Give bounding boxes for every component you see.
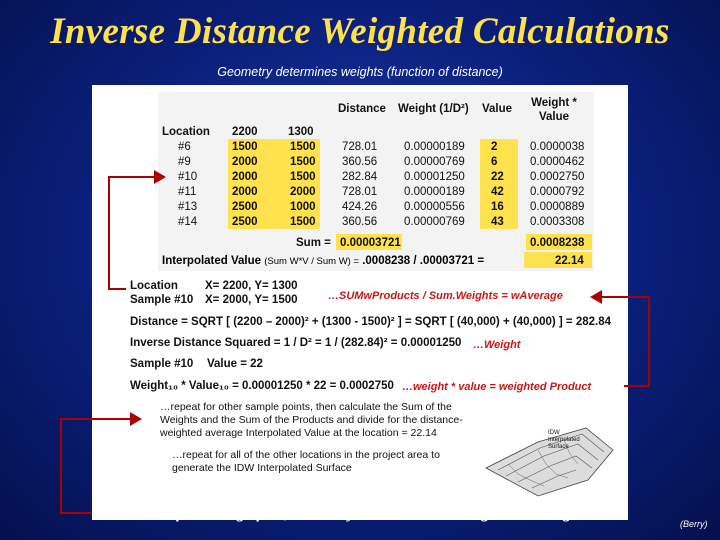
table-cell-y: 1500 bbox=[290, 216, 316, 228]
table-cell-w: 0.00000189 bbox=[404, 186, 465, 198]
table-cell-y: 1000 bbox=[290, 201, 316, 213]
col-distance: Distance bbox=[338, 103, 386, 115]
table-cell-loc: #11 bbox=[178, 186, 197, 198]
table-cell-x: 2000 bbox=[232, 171, 258, 183]
inverse-line: Inverse Distance Squared = 1 / D² = 1 / (282.84)² = 0.00001250 bbox=[130, 337, 462, 349]
table-cell-x: 1500 bbox=[232, 141, 258, 153]
table-cell-wv: 0.0000462 bbox=[530, 156, 585, 168]
table-cell-x: 2500 bbox=[232, 201, 258, 213]
connector-right-top bbox=[602, 296, 650, 298]
table-cell-loc: #9 bbox=[178, 156, 191, 168]
table-cell-x: 2000 bbox=[232, 186, 258, 198]
table-cell-w: 0.00000769 bbox=[404, 216, 465, 228]
arrow-to-note bbox=[590, 290, 602, 304]
table-cell-w: 0.00000769 bbox=[404, 156, 465, 168]
sum-weight: 0.00003721 bbox=[340, 237, 401, 249]
table-cell-y: 2000 bbox=[290, 186, 316, 198]
footer-suffix: ? bbox=[579, 503, 588, 522]
slide-subtitle: Geometry determines weights (function of distance) bbox=[217, 65, 503, 79]
sample-value: X= 2000, Y= 1500 bbox=[205, 294, 298, 306]
table-cell-w: 0.00001250 bbox=[404, 171, 465, 183]
table-cell-wv: 0.0000889 bbox=[530, 201, 585, 213]
table-cell-loc: #14 bbox=[178, 216, 198, 228]
arrow-to-row-10 bbox=[154, 170, 166, 184]
interp-row bbox=[162, 255, 484, 267]
sample-value-value: Value = 22 bbox=[207, 358, 263, 370]
location-label: Location bbox=[130, 280, 178, 292]
table-cell-dist: 728.01 bbox=[342, 186, 378, 198]
table-cell-dist: 282.84 bbox=[342, 171, 378, 183]
footer-question bbox=[0, 503, 720, 523]
slide-title: Inverse Distance Weighted Calculations bbox=[50, 11, 670, 52]
table-cell-loc: #6 bbox=[178, 141, 191, 153]
table-cell-loc: #13 bbox=[178, 201, 198, 213]
credit: (Berry) bbox=[680, 519, 708, 529]
footer-link[interactable]: calculate a weighted average bbox=[377, 503, 580, 522]
sample-value-label: Sample #10 bbox=[130, 358, 194, 370]
interp-result: 22.14 bbox=[555, 255, 584, 267]
sum-label: Sum = bbox=[296, 237, 331, 249]
connector-right-vertical bbox=[648, 296, 650, 386]
table-cell-w: 0.00000556 bbox=[404, 201, 465, 213]
table-cell-dist: 360.56 bbox=[342, 156, 378, 168]
connector-left-vertical bbox=[108, 177, 110, 290]
table-cell-v: 43 bbox=[491, 216, 504, 228]
sum-wv: 0.0008238 bbox=[530, 237, 585, 249]
table-cell-v: 22 bbox=[491, 171, 504, 183]
header-x: 2200 bbox=[232, 126, 258, 138]
note-weight: …Weight bbox=[473, 339, 521, 351]
table-cell-wv: 0.0003308 bbox=[530, 216, 585, 228]
repeat-note-2: …repeat for all of the other locations in the project area to generate the IDW Interpolated Surface bbox=[172, 449, 440, 474]
table-cell-dist: 360.56 bbox=[342, 216, 378, 228]
table-cell-wv: 0.0002750 bbox=[530, 171, 585, 183]
table-cell-v: 2 bbox=[491, 141, 498, 153]
surface-label: IDW Interpolated Surface bbox=[548, 430, 580, 450]
connector-bottom bbox=[108, 288, 126, 290]
table-cell-wv: 0.0000038 bbox=[530, 141, 585, 153]
col-weight: Weight (1/D²) bbox=[398, 103, 469, 115]
connector-top bbox=[108, 176, 156, 178]
sample-label: Sample #10 bbox=[130, 294, 194, 306]
note-weighted-product: …weight * value = weighted Product bbox=[402, 381, 592, 393]
repeat-note-1: …repeat for other sample points, then calculate the Sum of the Weights and the Sum of the Products and divide for the distance-weighted average Interpolated Value at the location = 22.14 bbox=[160, 401, 463, 439]
col-location: Location bbox=[162, 126, 210, 138]
table-cell-dist: 728.01 bbox=[342, 141, 378, 153]
table-cell-w: 0.00000189 bbox=[404, 141, 465, 153]
interp-formula: (Sum W*V / Sum W) = bbox=[264, 256, 360, 267]
table-cell-y: 1500 bbox=[290, 141, 316, 153]
table-cell-wv: 0.0000792 bbox=[530, 186, 585, 198]
table-cell-x: 2500 bbox=[232, 216, 258, 228]
table-cell-v: 6 bbox=[491, 156, 498, 168]
table-cell-x: 2000 bbox=[232, 156, 258, 168]
connector-footer-vertical bbox=[60, 418, 62, 514]
note-sum-products: …SUMwProducts / Sum.Weights = wAverage bbox=[328, 290, 563, 302]
interp-label: Interpolated Value bbox=[162, 255, 262, 267]
distance-line: Distance = SQRT [ (2200 – 2000)² + (1300 - 1500)² ] = SQRT [ (40,000) + (40,000) ] = 282.84 bbox=[130, 316, 612, 328]
connector-right-bottom bbox=[624, 385, 650, 387]
location-value: X= 2200, Y= 1300 bbox=[205, 280, 298, 292]
table-cell-v: 16 bbox=[491, 201, 504, 213]
connector-footer-top bbox=[60, 418, 132, 420]
table-cell-y: 1500 bbox=[290, 171, 316, 183]
table-cell-y: 1500 bbox=[290, 156, 316, 168]
weight-value-line: Weight₁₀ * Value₁₀ = 0.00001250 * 22 = 0.0002750 bbox=[130, 380, 394, 392]
table-cell-dist: 424.26 bbox=[342, 201, 378, 213]
footer-prefix: …but first things first, how do you bbox=[132, 503, 378, 522]
interp-calc: .0008238 / .00003721 = bbox=[362, 255, 485, 267]
col-value: Value bbox=[482, 103, 513, 115]
col-weight-value: Weight * Value bbox=[531, 97, 577, 123]
header-y: 1300 bbox=[288, 126, 314, 138]
table-cell-v: 42 bbox=[491, 186, 504, 198]
table-cell-loc: #10 bbox=[178, 171, 198, 183]
arrow-to-repeat-note bbox=[130, 412, 142, 426]
